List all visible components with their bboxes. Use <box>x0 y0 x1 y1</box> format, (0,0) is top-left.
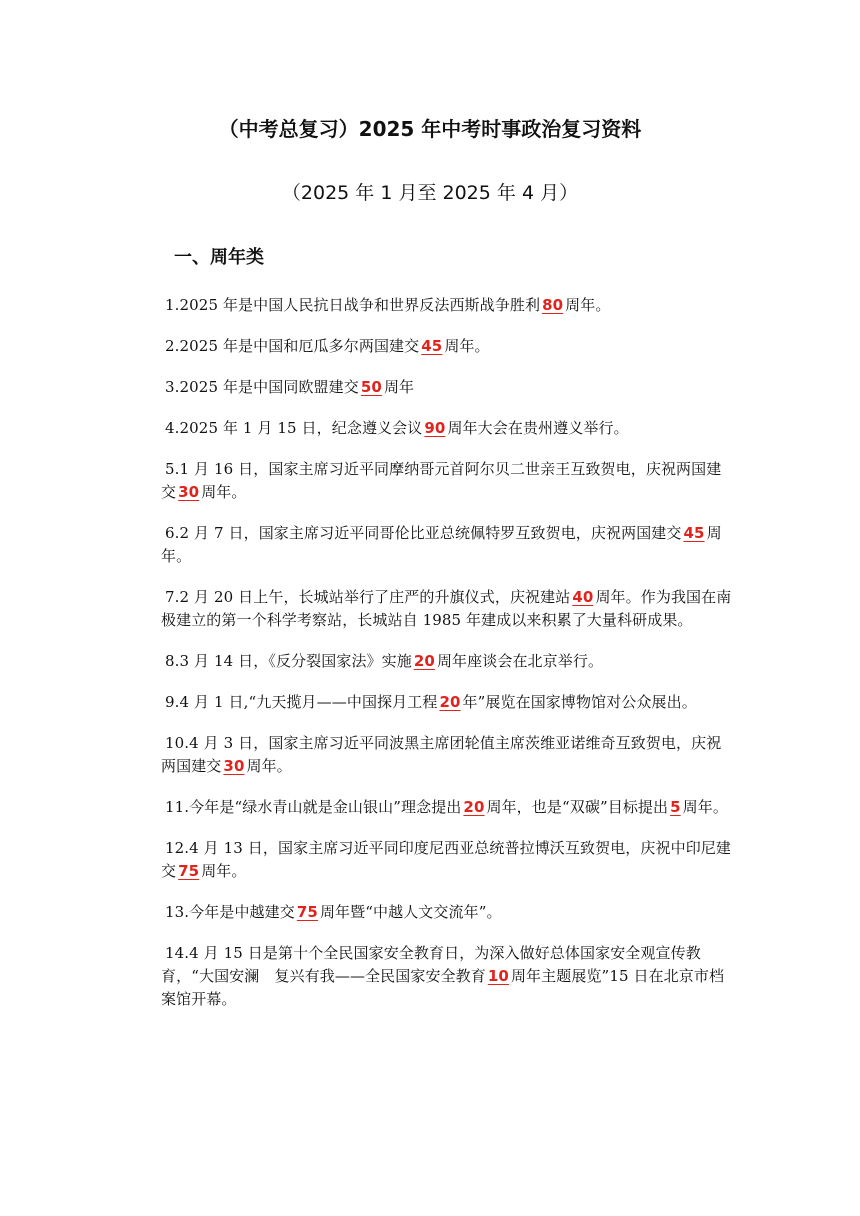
list-item <box>161 586 732 632</box>
item-text: 6.2 月 7 日，国家主席习近平同哥伦比亚总统佩特罗互致贺电，庆祝两国建交 <box>165 524 682 542</box>
answer-blank: 30 <box>178 483 200 501</box>
item-text: 8.3 月 14 日，《反分裂国家法》实施 <box>165 652 412 670</box>
document-title: （中考总复习）2025 年中考时事政治复习资料 <box>218 117 642 141</box>
item-text: 周年。作为我国在南极建立的第一个科学考察站，长城站自 1985 年建成以来积累了大量科研成果。 <box>161 588 732 629</box>
answer-blank: 20 <box>439 693 461 711</box>
item-text: 12.4 月 13 日，国家主席习近平同印度尼西亚总统普拉博沃互致贺电，庆祝中印尼建交 <box>161 839 731 880</box>
item-text: 9.4 月 1 日,“九天揽月——中国探月工程 <box>165 693 438 711</box>
list-item <box>161 294 732 317</box>
item-text: 14.4 月 15 日是第十个全民国家安全教育日，为深入做好总体国家安全观宣传教育，“大国安澜 复兴有我——全民国家安全教育 <box>161 944 701 985</box>
list-item <box>161 335 732 358</box>
item-text: 1.2025 年是中国人民抗日战争和世界反法西斯战争胜利 <box>165 296 541 314</box>
answer-blank: 30 <box>223 757 245 775</box>
item-text: 周年。 <box>161 524 722 565</box>
list-item <box>161 376 732 399</box>
item-text: 周年。 <box>444 337 490 355</box>
item-text: 11.今年是“绿水青山就是金山银山”理念提出 <box>165 798 462 816</box>
item-text: 4.2025 年 1 月 15 日，纪念遵义会议 <box>165 419 423 437</box>
list-item <box>161 942 732 1011</box>
answer-blank: 5 <box>670 798 681 816</box>
answer-blank: 50 <box>360 378 382 396</box>
item-text: 10.4 月 3 日，国家主席习近平同波黑主席团轮值主席茨维亚诺维奇互致贺电，庆祝两国建交 <box>161 734 722 775</box>
item-text: 13.今年是中越建交 <box>165 903 295 921</box>
list-item <box>161 522 732 568</box>
document-subtitle: （2025 年 1 月至 2025 年 4 月） <box>281 182 579 204</box>
item-text: 周年主题展览”15 日在北京市档案馆开幕。 <box>161 967 725 1008</box>
item-text: 周年。 <box>246 757 292 775</box>
item-text: 2.2025 年是中国和厄瓜多尔两国建交 <box>165 337 420 355</box>
answer-blank: 80 <box>542 296 564 314</box>
item-text: 周年大会在贵州遵义举行。 <box>447 419 629 437</box>
answer-blank: 45 <box>421 337 443 355</box>
item-text: 周年。 <box>565 296 611 314</box>
list-item <box>161 796 732 819</box>
item-text: 3.2025 年是中国同欧盟建交 <box>165 378 359 396</box>
list-item <box>161 732 732 778</box>
item-text: 5.1 月 16 日，国家主席习近平同摩纳哥元首阿尔贝二世亲王互致贺电，庆祝两国建交 <box>161 460 722 501</box>
list-item <box>161 837 732 883</box>
item-text: 周年。 <box>201 483 247 501</box>
item-text: 周年。 <box>682 798 728 816</box>
item-text: 年”展览在国家博物馆对公众展出。 <box>462 693 697 711</box>
item-list <box>161 294 732 1011</box>
answer-blank: 75 <box>178 862 200 880</box>
list-item <box>161 417 732 440</box>
answer-blank: 20 <box>413 652 435 670</box>
section-heading: 一、周年类 <box>174 247 264 268</box>
item-text: 周年 <box>383 378 415 396</box>
answer-blank: 40 <box>572 588 594 606</box>
item-text: 周年座谈会在北京举行。 <box>436 652 604 670</box>
item-text: 7.2 月 20 日上午，长城站举行了庄严的升旗仪式，庆祝建站 <box>165 588 571 606</box>
item-text: 周年，也是“双碳”目标提出 <box>486 798 669 816</box>
list-item <box>161 691 732 714</box>
list-item <box>161 458 732 504</box>
list-item <box>161 901 732 924</box>
item-text: 周年。 <box>201 862 247 880</box>
answer-blank: 10 <box>487 967 509 985</box>
answer-blank: 75 <box>296 903 318 921</box>
answer-blank: 20 <box>463 798 485 816</box>
answer-blank: 90 <box>424 419 446 437</box>
answer-blank: 45 <box>683 524 705 542</box>
list-item <box>161 650 732 673</box>
item-text: 周年暨“中越人文交流年”。 <box>319 903 502 921</box>
